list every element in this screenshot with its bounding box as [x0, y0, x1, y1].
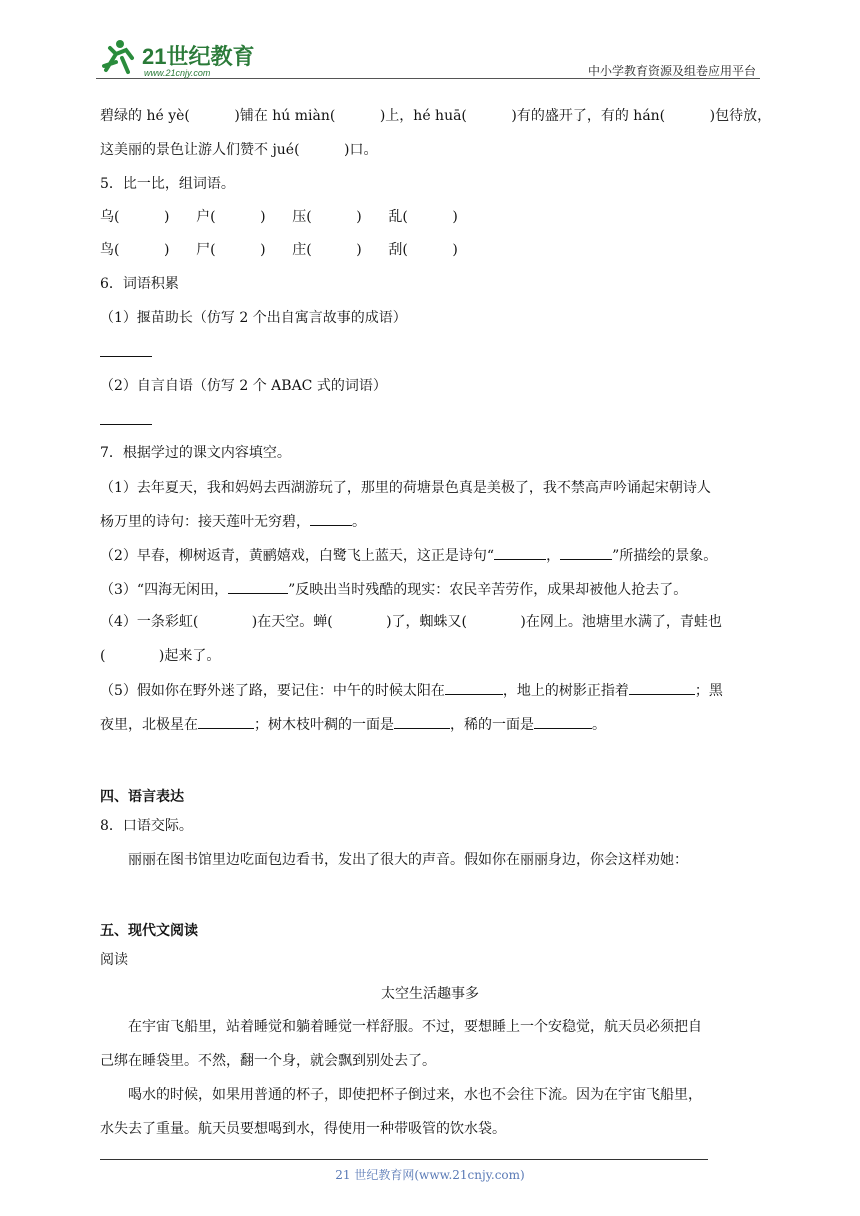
q7-item-5a-text2: ，地上的树影正指着	[502, 683, 629, 699]
q7-title: 7．根据学过的课文内容填空。	[100, 445, 291, 461]
q7-item-1b-text: 杨万里的诗句：接天莲叶无穷碧，	[100, 514, 310, 530]
article-p1-line2: 己绑在睡袋里。不然，翻一个身，就会飘到别处去了。	[100, 1053, 436, 1069]
footer-divider	[100, 1159, 708, 1160]
q7-item-2-end: ”所描绘的景象。	[612, 548, 718, 564]
q7-blank-5d[interactable]	[394, 714, 450, 729]
article-title: 太空生活趣事多	[381, 986, 479, 1002]
q4-line-1: 碧绿的 hé yè( )铺在 hú miàn( )上，hé huā( )有的盛开了，有的 hán( )包待放，	[100, 108, 772, 124]
q7-item-2-text: （2）早春，柳树返青，黄鹂嬉戏，白鹭飞上蓝天，这正是诗句“	[100, 548, 495, 564]
q7-item-5b-text2: ；树木枝叶稠的一面是	[254, 717, 394, 733]
q6-answer-blank-1[interactable]	[100, 356, 152, 357]
header-divider	[96, 78, 760, 79]
q7-item-5b-text4: 。	[592, 717, 606, 733]
logo-url: www.21cnjy.com	[144, 68, 211, 78]
q7-item-5a	[100, 680, 723, 701]
q7-item-1b-end: 。	[352, 514, 366, 530]
q8-text: 丽丽在图书馆里边吃面包边看书，发出了很大的声音。假如你在丽丽身边，你会这样劝她：	[128, 852, 688, 868]
q7-item-3-text: （3）“四海无闲田，	[100, 582, 229, 598]
q6-title: 6．词语积累	[100, 276, 179, 292]
q7-item-3-end: ”反映出当时残酷的现实：农民辛苦劳作，成果却被他人抢去了。	[288, 582, 688, 598]
q5-title: 5．比一比，组词语。	[100, 176, 235, 192]
header-platform-text: 中小学教育资源及组卷应用平台	[587, 64, 756, 78]
article-p2-line2: 水失去了重量。航天员要想喝到水，得使用一种带吸管的饮水袋。	[100, 1121, 506, 1137]
q7-blank-5b[interactable]	[629, 680, 695, 695]
q7-blank-5a[interactable]	[445, 680, 503, 695]
q7-item-5b-text1: 夜里，北极星在	[100, 717, 198, 733]
q7-item-4a: （4）一条彩虹( )在天空。蝉( )了，蜘蛛又( )在网上。池塘里水满了，青蛙也	[100, 614, 722, 630]
q7-blank-2a[interactable]	[494, 545, 546, 560]
q7-blank-5e[interactable]	[534, 714, 592, 729]
q7-blank-3[interactable]	[228, 579, 288, 594]
article-p2-line1: 喝水的时候，如果用普通的杯子，即使把杯子倒过来，水也不会往下流。因为在宇宙飞船里，	[128, 1087, 702, 1103]
article-p1-line1: 在宇宙飞船里，站着睡觉和躺着睡觉一样舒服。不过，要想睡上一个安稳觉，航天员必须把自	[128, 1019, 702, 1035]
q7-blank-2b[interactable]	[560, 545, 612, 560]
q4-line-2: 这美丽的景色让游人们赞不 jué( )口。	[100, 142, 378, 158]
q6-item-1: （1）揠苗助长（仿写 2 个出自寓言故事的成语）	[100, 310, 407, 326]
reading-label: 阅读	[100, 952, 128, 968]
section-5-title: 五、现代文阅读	[100, 923, 198, 939]
q8-title: 8．口语交际。	[100, 818, 193, 834]
q6-answer-blank-2[interactable]	[100, 424, 152, 425]
logo-text: 21世纪教育	[142, 44, 255, 69]
footer-text[interactable]: 21 世纪教育网(www.21cnjy.com)	[335, 1168, 525, 1182]
q7-item-3	[100, 579, 687, 600]
q7-item-1b	[100, 511, 366, 532]
runner-icon	[104, 40, 132, 72]
q7-blank-1[interactable]	[310, 511, 352, 526]
q7-blank-5c[interactable]	[198, 714, 254, 729]
q7-item-5a-text3: ；黑	[694, 683, 723, 699]
q7-item-2-mid: ，	[546, 548, 561, 564]
q7-item-5b-text3: ，稀的一面是	[450, 717, 534, 733]
q7-item-2	[100, 545, 717, 566]
q7-item-5b	[100, 714, 606, 735]
q5-row-1: 乌( ) 户( ) 压( ) 乱( )	[100, 209, 458, 225]
q7-item-5a-text1: （5）假如你在野外迷了路，要记住：中午的时候太阳在	[100, 683, 445, 699]
section-4-title: 四、语言表达	[100, 789, 184, 805]
site-logo	[96, 36, 266, 80]
q5-row-2: 鸟( ) 尸( ) 庄( ) 刮( )	[100, 242, 458, 258]
q6-item-2: （2）自言自语（仿写 2 个 ABAC 式的词语）	[100, 378, 387, 394]
q7-item-1a: （1）去年夏天，我和妈妈去西湖游玩了，那里的荷塘景色真是美极了，我不禁高声吟诵起宋朝诗人	[100, 480, 711, 496]
q7-item-4b: ( )起来了。	[100, 648, 221, 664]
